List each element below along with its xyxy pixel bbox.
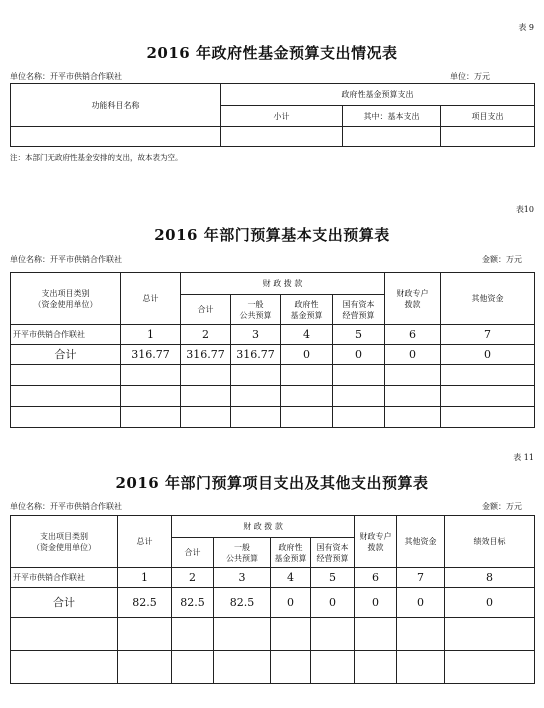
table9-tag: 表 9 [518,23,534,32]
table-row [11,127,535,147]
table11-head-soe: 国有资本 经营预算 [311,538,355,568]
table11-head-category: 支出项目类别 （资金使用单位） [11,516,118,568]
table11-tag: 表 11 [513,453,534,462]
table9-head-func: 功能科目名称 [11,84,221,127]
table11-head-special: 财政专户 拨款 [355,516,397,568]
table9-title: 2016 年政府性基金预算支出情况表 [146,44,398,62]
table10 [10,272,535,428]
table11-title: 2016 年部门预算项目支出及其他支出预算表 [115,474,429,492]
table9-note: 注：本部门无政府性基金安排的支出，故本表为空。 [10,153,183,162]
table11-row-total-label: 合计 [11,588,118,618]
table9 [10,83,535,147]
table-row: 开平市供销合作联社 1 2 3 4 5 6 7 [11,325,535,345]
table10-head-other: 其他资金 [441,273,535,325]
table11 [10,515,535,684]
table10-head-category: 支出项目类别 （资金使用单位） [11,273,121,325]
table10-unit: 金额：万元 [482,255,522,264]
table10-head-sub: 合计 [181,295,231,325]
table9-unit: 单位：万元 [450,72,490,81]
table11-head-goal: 绩效目标 [445,516,535,568]
table-row [11,651,535,684]
table11-head-fiscal: 财 政 拨 款 [172,516,355,538]
table10-head-total: 总计 [121,273,181,325]
table-row [11,618,535,651]
table10-row-total-label: 合计 [11,345,121,365]
table11-head-general: 一般 公共预算 [214,538,271,568]
table10-tag: 表10 [515,205,534,214]
table11-unit-name: 单位名称：开平市供销合作联社 [10,502,122,511]
table9-head-sub: 小计 [221,106,343,127]
table10-head-general: 一般 公共预算 [231,295,281,325]
table11-unit: 金额：万元 [482,502,522,511]
table11-head-other: 其他资金 [397,516,445,568]
table11-head-sub: 合计 [172,538,214,568]
table9-head-group: 政府性基金预算支出 [221,84,535,106]
table10-unit-name: 单位名称：开平市供销合作联社 [10,255,122,264]
table-row [11,386,535,407]
table11-row-index-label: 开平市供销合作联社 [11,568,118,588]
table10-head-soe: 国有资本 经营预算 [333,295,385,325]
table10-head-fiscal: 财 政 拨 款 [181,273,385,295]
table-row [11,365,535,386]
table-row: 合计 316.77 316.77 316.77 0 0 0 0 [11,345,535,365]
table10-title: 2016 年部门预算基本支出预算表 [154,226,390,244]
table11-head-total: 总计 [118,516,172,568]
table10-head-gov-fund: 政府性 基金预算 [281,295,333,325]
table9-unit-name: 单位名称：开平市供销合作联社 [10,72,122,81]
table9-head-basic: 其中：基本支出 [343,106,441,127]
table10-head-special: 财政专户 拨款 [385,273,441,325]
table11-head-gov-fund: 政府性 基金预算 [271,538,311,568]
table-row: 合计 82.5 82.5 82.5 0 0 0 0 0 [11,588,535,618]
table-row [11,407,535,428]
table9-head-project: 项目支出 [441,106,535,127]
table-row: 开平市供销合作联社 1 2 3 4 5 6 7 8 [11,568,535,588]
table10-row-index-label: 开平市供销合作联社 [11,325,121,345]
